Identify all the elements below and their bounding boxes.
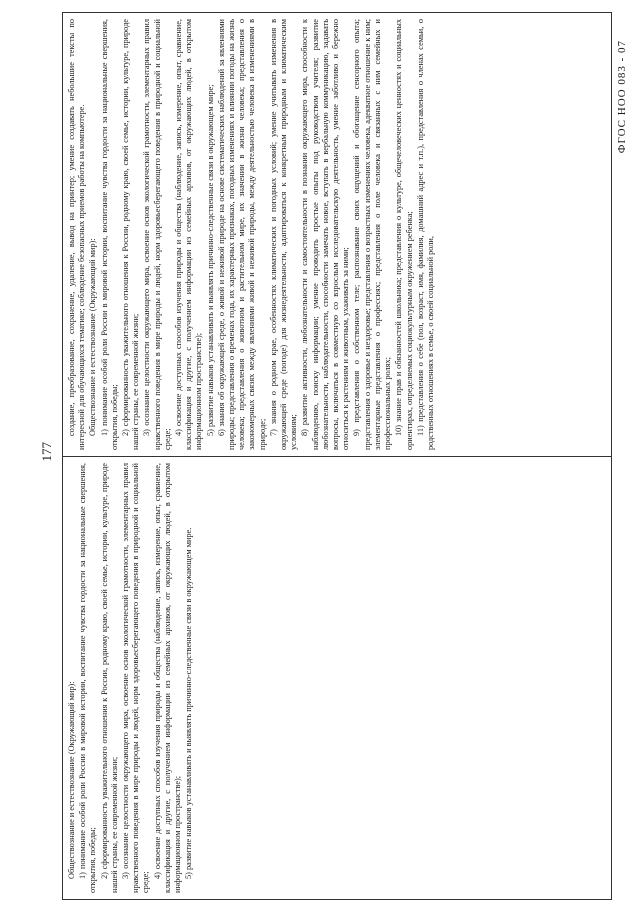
left-column-title: Обществознание и естествознание (Окружающий мир): xyxy=(67,681,76,879)
left-item: 2) сформированность уважительного отношения к России, родному краю, своей семье, истории, культуре, природе нашей страны, ее современной жизни; xyxy=(99,463,119,893)
right-item: 9) представления о собственном теле; распознавание своих ощущений и обогащение сенсорного опыта; представления о здоровье и нездоровье; представления о возрастных изменениях человека, адекватное отношение к ним; элементарные представления о профессиях; представления о поле человека и связанных с ним семейных и профессиональных ролях; xyxy=(352,19,393,450)
right-item: 6) знания об окружающей среде, о живой и неживой природе на основе систематических наблюдений за явлениями природы; представления о временах года, их характерных признаках, погодных изменениях и влиянии погоды на жизнь человека; представления о животном и растительном мире, их значении в жизни человека; представления о закономерных связях между явлениями живой и неживой природы, между деятельностью человека и изменениями в природе; xyxy=(216,19,267,450)
right-item: 1) понимание особой роли России в мировой истории, воспитание чувства гордости за национальные свершения, открытия, победы; xyxy=(99,19,119,450)
standards-table xyxy=(62,12,612,900)
right-item: 7) знания о родном крае, особенностях климатических и погодных условий; умение учитывать изменения в окружающей среде (погоде) для жизнедеятельности, адаптироваться к конкретным природным и климатическим условиям; xyxy=(268,19,299,450)
right-item: 10) знание прав и обязанностей школьника; представления о культуре, общечеловеческих ценностях и социальных ориентирах, определяемых социокультурным окружением ребенка; xyxy=(394,19,414,450)
left-item: 1) понимание особой роли России в мировой истории, воспитание чувства гордости за национальные свершения, открытия, победы; xyxy=(78,463,98,893)
left-item: 3) осознание целостности окружающего мира, освоение основ экологической грамотности, элементарных правил нравственного поведения в мире природы и людей, норм здоровьесберегающего поведения в природной и социальной среде; xyxy=(121,463,151,893)
right-item: 11) представления о себе (пол, возраст, имя, фамилия, домашний адрес и т.п.), представления о членах семьи, о родственных отношениях в семье, о своей социальной роли, xyxy=(415,19,435,450)
right-column-intro: создание, преобразование, сохранение, удаление, вывод на принтер; умение создавать небольшие тексты по интересной для обучающихся тематике; соблюдение безопасных приемов работы на компьютере. xyxy=(67,19,87,450)
left-column xyxy=(63,456,611,899)
page-number: 177 xyxy=(39,442,54,462)
right-item: 2) сформированность уважительного отношения к России, родному краю, своей семье, истории, культуре, природе нашей страны, ее современной жизни; xyxy=(121,19,141,450)
document-code: ФГОС НОО 083 - 07 xyxy=(616,40,628,154)
right-item: 4) освоение доступных способов изучения природы и общества (наблюдение, запись, измерение, опыт, сравнение, классификация и другие, с получением информации из семейных архивов, от окружающих людей, в открытом информационном пространстве); xyxy=(174,19,204,450)
right-item: 8) развитие активности, любознательности и самостоятельности в познании окружающего мира, способности к наблюдению, поиску информации; умение проводить простые опыты под руководством учителя; развитие любознательности, наблюдательности, способности замечать новое, вступать в вербальную коммуникацию, задавать вопросы, включаться в совместную со взрослым исследовательскую деятельность, умение заботливо и бережно относиться к растениям и животным, ухаживать за ними; xyxy=(300,19,351,450)
right-column-title: Обществознание и естествознание (Окружающий мир): xyxy=(88,238,98,436)
left-item: 5) развитие навыков устанавливать и выявлять причинно-следственные связи в окружающем мире. xyxy=(184,527,194,879)
right-column xyxy=(63,13,611,456)
right-item: 5) развитие навыков устанавливать и выявлять причинно-следственные связи в окружающем мире; xyxy=(205,84,215,436)
left-item: 4) освоение доступных способов изучения природы и общества (наблюдение, запись, измерение, опыт, сравнение, классификация и другие, с получением информации из семейных архивов, от окружающих людей, в открытом информационном пространстве); xyxy=(152,463,183,893)
right-item: 3) осознание целостности окружающего мира, освоение основ экологической грамотности, элементарных правил нравственного поведения в мире природы и людей, норм здоровьесберегающего поведения в природной и социальной среде; xyxy=(142,19,172,450)
